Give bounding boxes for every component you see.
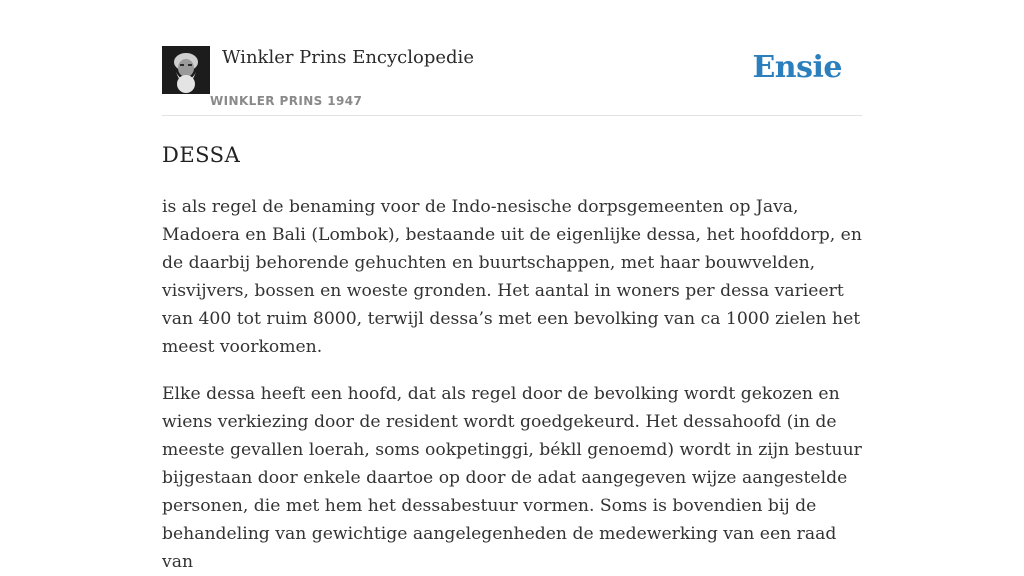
page-title: DESSA xyxy=(162,143,241,167)
article xyxy=(162,140,862,576)
article-paragraph: Elke dessa heeft een hoofd, dat als regel door de bevolking wordt gekozen en wiens verkiezing door de resident wordt goedgekeurd. Het dessahoofd (in de meeste gevallen loerah, soms ookpetinggi, békll genoemd) wordt in zijn bestuur bijgestaan door enkele daartoe op door de adat aangegeven wijze aangestelde personen, die met hem het dessabestuur vormen. Soms is bovendien bij de behandeling van gewichtige aangelegenheden de medewerking van een raad van xyxy=(162,384,862,572)
brand-logo[interactable]: Ensie xyxy=(752,50,842,85)
site-title[interactable]: Winkler Prins Encyclopedie xyxy=(222,47,474,68)
edition-label[interactable]: WINKLER PRINS 1947 xyxy=(210,94,363,108)
site-header xyxy=(162,46,862,116)
author-portrait-icon xyxy=(162,46,210,94)
avatar[interactable] xyxy=(162,46,210,94)
article-paragraph: is als regel de benaming voor de Indo-nesische dorpsgemeenten op Java, Madoera en Bali (Lombok), bestaande uit de eigenlijke dessa, het hoofddorp, en de daarbij behorende gehuchten en buurtschappen, met haar bouwvelden, visvijvers, bossen en woeste gronden. Het aantal in woners per dessa varieert van 400 tot ruim 8000, terwijl dessa’s met een bevolking van ca 1000 zielen het meest voorkomen. xyxy=(162,197,862,357)
